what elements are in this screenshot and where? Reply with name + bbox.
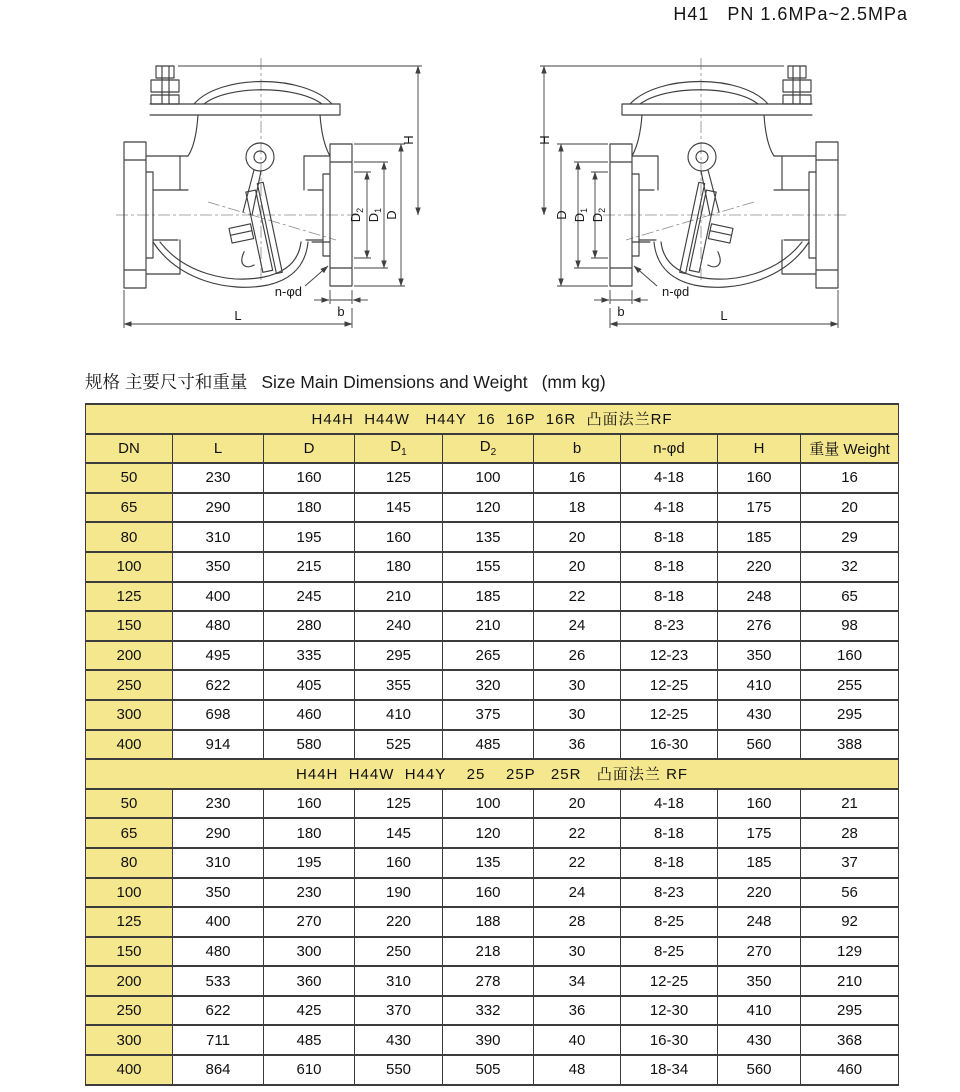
table-section-title: H44H H44W H44Y 16 16P 16R 凸面法兰RF xyxy=(86,404,899,434)
cell-d1: 550 xyxy=(355,1055,443,1085)
cell-h: 410 xyxy=(718,996,801,1026)
table-row xyxy=(86,878,899,908)
dim-label-d: D xyxy=(384,210,399,220)
cell-dn: 300 xyxy=(86,700,173,730)
table-row xyxy=(86,848,899,878)
table-row xyxy=(86,789,899,819)
cell-h: 175 xyxy=(718,493,801,523)
cell-l: 622 xyxy=(173,670,264,700)
column-header-h: H xyxy=(718,434,801,464)
dim-label-d2: $D_2$ xyxy=(590,207,607,223)
cell-l: 622 xyxy=(173,996,264,1026)
cell-l: 310 xyxy=(173,848,264,878)
cell-n-phi-d: 8-25 xyxy=(621,907,718,937)
table-row xyxy=(86,966,899,996)
cell-dn: 125 xyxy=(86,582,173,612)
cell-d: 245 xyxy=(264,582,355,612)
table-row xyxy=(86,493,899,523)
cell-l: 864 xyxy=(173,1055,264,1085)
cell-n-phi-d: 4-18 xyxy=(621,789,718,819)
cell-n-phi-d: 12-30 xyxy=(621,996,718,1026)
cell-l: 914 xyxy=(173,730,264,760)
cell-h: 270 xyxy=(718,937,801,967)
cell-b: 34 xyxy=(534,966,621,996)
cell-d1: 125 xyxy=(355,789,443,819)
cell-l: 400 xyxy=(173,582,264,612)
cell-b: 30 xyxy=(534,700,621,730)
dim-label-d: D xyxy=(554,210,569,220)
cell-d1: 295 xyxy=(355,641,443,671)
cell-l: 480 xyxy=(173,937,264,967)
dim-label-l: L xyxy=(720,308,728,323)
column-header-b: b xyxy=(534,434,621,464)
cell-d: 195 xyxy=(264,848,355,878)
cell-h: 560 xyxy=(718,1055,801,1085)
cell-weight: 37 xyxy=(801,848,899,878)
caption-units: (mm kg) xyxy=(541,372,606,392)
cell-dn: 300 xyxy=(86,1025,173,1055)
cell-h: 248 xyxy=(718,907,801,937)
cell-b: 24 xyxy=(534,611,621,641)
cell-n-phi-d: 12-25 xyxy=(621,966,718,996)
cell-d1: 430 xyxy=(355,1025,443,1055)
table-section-header-row xyxy=(86,404,899,434)
cell-d1: 370 xyxy=(355,996,443,1026)
cell-h: 220 xyxy=(718,552,801,582)
cell-dn: 250 xyxy=(86,996,173,1026)
cell-d: 580 xyxy=(264,730,355,760)
table-row xyxy=(86,1055,899,1085)
cell-dn: 80 xyxy=(86,522,173,552)
cell-weight: 295 xyxy=(801,996,899,1026)
cell-d: 335 xyxy=(264,641,355,671)
cell-d: 425 xyxy=(264,996,355,1026)
cell-l: 495 xyxy=(173,641,264,671)
column-header-n-phi-d: n-φd xyxy=(621,434,718,464)
cell-b: 22 xyxy=(534,818,621,848)
cell-weight: 56 xyxy=(801,878,899,908)
cell-l: 480 xyxy=(173,611,264,641)
cell-d2: 210 xyxy=(443,611,534,641)
column-header-l: L xyxy=(173,434,264,464)
cell-n-phi-d: 12-23 xyxy=(621,641,718,671)
cell-d: 280 xyxy=(264,611,355,641)
cell-weight: 368 xyxy=(801,1025,899,1055)
dim-label-d1: $D_1$ xyxy=(366,207,383,223)
cell-l: 698 xyxy=(173,700,264,730)
dim-label-n-phi-d: n-φd xyxy=(662,284,690,299)
cell-h: 160 xyxy=(718,463,801,493)
cell-l: 230 xyxy=(173,789,264,819)
cell-n-phi-d: 8-18 xyxy=(621,818,718,848)
cell-d1: 145 xyxy=(355,818,443,848)
cell-weight: 29 xyxy=(801,522,899,552)
cell-n-phi-d: 8-25 xyxy=(621,937,718,967)
cell-d2: 375 xyxy=(443,700,534,730)
cell-weight: 98 xyxy=(801,611,899,641)
cell-d1: 160 xyxy=(355,522,443,552)
table-row xyxy=(86,641,899,671)
cell-weight: 460 xyxy=(801,1055,899,1085)
cell-n-phi-d: 8-18 xyxy=(621,522,718,552)
cell-l: 350 xyxy=(173,878,264,908)
cell-h: 560 xyxy=(718,730,801,760)
dim-label-b: b xyxy=(337,304,345,319)
cell-d2: 120 xyxy=(443,818,534,848)
cell-d1: 160 xyxy=(355,848,443,878)
cell-d1: 180 xyxy=(355,552,443,582)
cell-d2: 135 xyxy=(443,522,534,552)
cell-b: 20 xyxy=(534,789,621,819)
valve-drawing-left xyxy=(108,52,456,357)
cell-dn: 150 xyxy=(86,937,173,967)
cell-weight: 32 xyxy=(801,552,899,582)
cell-d1: 125 xyxy=(355,463,443,493)
dim-label-l: L xyxy=(234,308,242,323)
cell-n-phi-d: 16-30 xyxy=(621,730,718,760)
table-row xyxy=(86,552,899,582)
cell-d: 160 xyxy=(264,463,355,493)
cell-d: 160 xyxy=(264,789,355,819)
valve-drawings xyxy=(108,52,868,362)
cell-d1: 190 xyxy=(355,878,443,908)
cell-d2: 320 xyxy=(443,670,534,700)
page-title: H41 PN 1.6MPa~2.5MPa xyxy=(673,4,908,24)
table-row xyxy=(86,670,899,700)
cell-b: 24 xyxy=(534,878,621,908)
cell-l: 290 xyxy=(173,493,264,523)
cell-dn: 200 xyxy=(86,966,173,996)
cell-weight: 210 xyxy=(801,966,899,996)
cell-n-phi-d: 12-25 xyxy=(621,700,718,730)
cell-h: 276 xyxy=(718,611,801,641)
cell-dn: 125 xyxy=(86,907,173,937)
cell-d2: 390 xyxy=(443,1025,534,1055)
cell-d2: 155 xyxy=(443,552,534,582)
cell-dn: 400 xyxy=(86,730,173,760)
cell-h: 430 xyxy=(718,1025,801,1055)
cell-dn: 50 xyxy=(86,789,173,819)
cell-d2: 505 xyxy=(443,1055,534,1085)
cell-h: 350 xyxy=(718,641,801,671)
table-row xyxy=(86,818,899,848)
cell-d: 180 xyxy=(264,818,355,848)
cell-weight: 20 xyxy=(801,493,899,523)
cell-d: 485 xyxy=(264,1025,355,1055)
cell-h: 185 xyxy=(718,522,801,552)
cell-b: 40 xyxy=(534,1025,621,1055)
cell-b: 18 xyxy=(534,493,621,523)
cell-d: 460 xyxy=(264,700,355,730)
cell-b: 20 xyxy=(534,552,621,582)
cell-l: 350 xyxy=(173,552,264,582)
table-row xyxy=(86,463,899,493)
cell-n-phi-d: 8-23 xyxy=(621,878,718,908)
cell-d: 360 xyxy=(264,966,355,996)
dim-label-h: H xyxy=(401,135,416,145)
cell-weight: 16 xyxy=(801,463,899,493)
cell-n-phi-d: 18-34 xyxy=(621,1055,718,1085)
cell-h: 248 xyxy=(718,582,801,612)
cell-weight: 129 xyxy=(801,937,899,967)
cell-d2: 332 xyxy=(443,996,534,1026)
table-body xyxy=(86,404,899,1085)
cell-l: 711 xyxy=(173,1025,264,1055)
cell-h: 350 xyxy=(718,966,801,996)
cell-d2: 278 xyxy=(443,966,534,996)
cell-weight: 295 xyxy=(801,700,899,730)
table-row xyxy=(86,522,899,552)
table-section-title: H44H H44W H44Y 25 25P 25R 凸面法兰 RF xyxy=(86,759,899,789)
cell-dn: 65 xyxy=(86,493,173,523)
cell-d1: 220 xyxy=(355,907,443,937)
cell-b: 36 xyxy=(534,996,621,1026)
cell-n-phi-d: 8-18 xyxy=(621,582,718,612)
cell-b: 36 xyxy=(534,730,621,760)
cell-d1: 310 xyxy=(355,966,443,996)
cell-h: 160 xyxy=(718,789,801,819)
cell-b: 30 xyxy=(534,937,621,967)
cell-d: 215 xyxy=(264,552,355,582)
cell-b: 22 xyxy=(534,848,621,878)
cell-d2: 218 xyxy=(443,937,534,967)
cell-l: 310 xyxy=(173,522,264,552)
column-header-d: D xyxy=(264,434,355,464)
cell-b: 30 xyxy=(534,670,621,700)
dimensions-table xyxy=(85,403,899,1086)
cell-b: 22 xyxy=(534,582,621,612)
table-row xyxy=(86,996,899,1026)
cell-l: 533 xyxy=(173,966,264,996)
cell-n-phi-d: 12-25 xyxy=(621,670,718,700)
cell-h: 410 xyxy=(718,670,801,700)
cell-d1: 250 xyxy=(355,937,443,967)
cell-weight: 388 xyxy=(801,730,899,760)
caption-en: Size Main Dimensions and Weight xyxy=(261,372,528,392)
dim-label-d2: $D_2$ xyxy=(348,207,365,223)
cell-d: 300 xyxy=(264,937,355,967)
cell-d2: 100 xyxy=(443,789,534,819)
dim-label-d1: $D_1$ xyxy=(572,207,589,223)
cell-d: 180 xyxy=(264,493,355,523)
cell-d2: 485 xyxy=(443,730,534,760)
table-section-header-row xyxy=(86,759,899,789)
table-row xyxy=(86,1025,899,1055)
cell-h: 430 xyxy=(718,700,801,730)
table-row xyxy=(86,937,899,967)
cell-d1: 145 xyxy=(355,493,443,523)
cell-n-phi-d: 8-23 xyxy=(621,611,718,641)
cell-dn: 65 xyxy=(86,818,173,848)
cell-h: 175 xyxy=(718,818,801,848)
table-column-header-row xyxy=(86,434,899,464)
cell-l: 290 xyxy=(173,818,264,848)
cell-b: 26 xyxy=(534,641,621,671)
cell-l: 230 xyxy=(173,463,264,493)
cell-d1: 525 xyxy=(355,730,443,760)
cell-d1: 410 xyxy=(355,700,443,730)
cell-d1: 355 xyxy=(355,670,443,700)
cell-weight: 21 xyxy=(801,789,899,819)
cell-b: 48 xyxy=(534,1055,621,1085)
cell-dn: 100 xyxy=(86,552,173,582)
cell-weight: 28 xyxy=(801,818,899,848)
cell-n-phi-d: 4-18 xyxy=(621,493,718,523)
dim-label-n-phi-d: n-φd xyxy=(274,284,302,299)
cell-d2: 100 xyxy=(443,463,534,493)
column-header-weight: 重量 Weight xyxy=(801,434,899,464)
cell-weight: 160 xyxy=(801,641,899,671)
cell-n-phi-d: 16-30 xyxy=(621,1025,718,1055)
column-header-dn: DN xyxy=(86,434,173,464)
caption-zh: 规格 主要尺寸和重量 xyxy=(85,372,248,392)
cell-n-phi-d: 4-18 xyxy=(621,463,718,493)
cell-d: 195 xyxy=(264,522,355,552)
cell-d2: 120 xyxy=(443,493,534,523)
cell-h: 185 xyxy=(718,848,801,878)
cell-b: 20 xyxy=(534,522,621,552)
table-row xyxy=(86,700,899,730)
cell-weight: 255 xyxy=(801,670,899,700)
valve-drawing-right xyxy=(506,52,854,357)
cell-n-phi-d: 8-18 xyxy=(621,848,718,878)
cell-d: 270 xyxy=(264,907,355,937)
cell-d2: 185 xyxy=(443,582,534,612)
table-row xyxy=(86,730,899,760)
cell-d: 610 xyxy=(264,1055,355,1085)
cell-dn: 400 xyxy=(86,1055,173,1085)
column-header-d2: $D_2$ xyxy=(443,434,534,464)
cell-d: 230 xyxy=(264,878,355,908)
cell-d: 405 xyxy=(264,670,355,700)
dim-label-h: H xyxy=(537,135,552,145)
table-row xyxy=(86,611,899,641)
dim-label-b: b xyxy=(617,304,625,319)
cell-d2: 188 xyxy=(443,907,534,937)
cell-d2: 265 xyxy=(443,641,534,671)
cell-dn: 100 xyxy=(86,878,173,908)
cell-weight: 92 xyxy=(801,907,899,937)
table-caption xyxy=(85,369,620,394)
cell-dn: 200 xyxy=(86,641,173,671)
cell-d2: 135 xyxy=(443,848,534,878)
cell-dn: 50 xyxy=(86,463,173,493)
cell-d1: 210 xyxy=(355,582,443,612)
cell-weight: 65 xyxy=(801,582,899,612)
cell-dn: 80 xyxy=(86,848,173,878)
column-header-d1: $D_1$ xyxy=(355,434,443,464)
cell-dn: 250 xyxy=(86,670,173,700)
cell-d1: 240 xyxy=(355,611,443,641)
cell-dn: 150 xyxy=(86,611,173,641)
cell-b: 28 xyxy=(534,907,621,937)
table-row xyxy=(86,907,899,937)
cell-l: 400 xyxy=(173,907,264,937)
cell-n-phi-d: 8-18 xyxy=(621,552,718,582)
table-row xyxy=(86,582,899,612)
cell-b: 16 xyxy=(534,463,621,493)
cell-d2: 160 xyxy=(443,878,534,908)
cell-h: 220 xyxy=(718,878,801,908)
